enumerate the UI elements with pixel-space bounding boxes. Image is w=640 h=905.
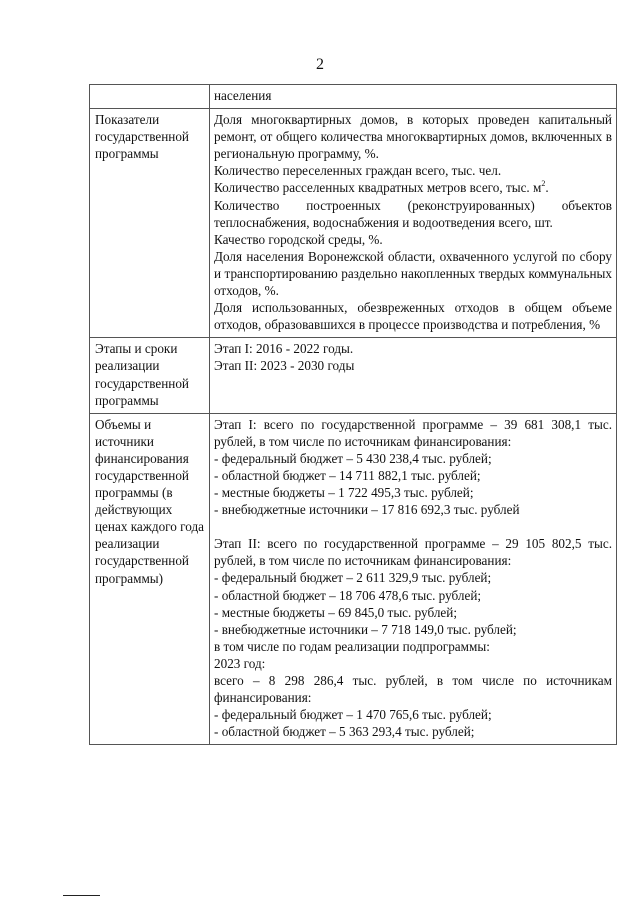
- indicator-item: Доля использованных, обезвреженных отходов в общем объеме отходов, образовавшихся в процессе производства и потребления, %: [214, 300, 612, 333]
- row-label-indicators: Показатели государственной программы: [90, 109, 210, 338]
- table-row-stages: [90, 338, 617, 413]
- table-row-funding: [90, 413, 617, 745]
- continuation-text: населения: [214, 88, 272, 103]
- funding-line: - внебюджетные источники – 7 718 149,0 тыс. рублей;: [214, 621, 517, 637]
- indicator-superscript: 2: [541, 179, 546, 189]
- row-label-stages: Этапы и сроки реализации государственной программы: [90, 338, 210, 413]
- indicator-item: Качество городской среды, %.: [214, 231, 383, 247]
- program-passport-table: [89, 84, 617, 745]
- funding-line: - местные бюджеты – 69 845,0 тыс. рублей;: [214, 604, 458, 620]
- funding-line: - местные бюджеты – 1 722 495,3 тыс. рублей;: [214, 485, 474, 501]
- funding-year-total: всего – 8 298 286,4 тыс. рублей, в том числе по источникам финансирования:: [214, 673, 612, 706]
- funding-stage1-total: Этап I: всего по государственной программе – 39 681 308,1 тыс. рублей, в том числе по источникам финансирования:: [214, 416, 612, 449]
- row-content-continuation: [210, 85, 617, 109]
- funding-line: - областной бюджет – 5 363 293,4 тыс. рублей;: [214, 724, 475, 740]
- indicator-item: Количество построенных (реконструированных) объектов теплоснабжения, водоснабжения и водоотведения всего, шт.: [214, 197, 612, 230]
- funding-line: - федеральный бюджет – 2 611 329,9 тыс. рублей;: [214, 570, 492, 586]
- funding-line: - областной бюджет – 18 706 478,6 тыс. рублей;: [214, 587, 482, 603]
- row-label-empty: [90, 85, 210, 109]
- table-row-continuation: [90, 85, 617, 109]
- funding-line: - федеральный бюджет – 1 470 765,6 тыс. рублей;: [214, 707, 492, 723]
- funding-line: - внебюджетные источники – 17 816 692,3 тыс. рублей: [214, 502, 520, 518]
- funding-stage2-total: Этап II: всего по государственной программе – 29 105 802,5 тыс. рублей, в том числе по источникам финансирования:: [214, 536, 612, 569]
- row-content-stages: [210, 338, 617, 413]
- paragraph-gap: [214, 518, 612, 535]
- table-row-indicators: [90, 109, 617, 338]
- indicator-item-text: Количество расселенных квадратных метров всего, тыс. м: [214, 180, 542, 196]
- stage-two-text: Этап II: 2023 - 2030 годы: [214, 358, 355, 374]
- indicator-item: Доля многоквартирных домов, в которых проведен капитальный ремонт, от общего количества многоквартирных домов, включенных в региональную программу, %.: [214, 112, 612, 162]
- row-content-indicators: [210, 109, 617, 338]
- row-content-funding: [210, 413, 617, 745]
- row-label-funding: Объемы и источники финансирования государственной программы (в действующих ценах каждого года реализации государственной программы): [90, 413, 210, 745]
- funding-by-year-intro: в том числе по годам реализации подпрограммы:: [214, 638, 490, 654]
- funding-line: - федеральный бюджет – 5 430 238,4 тыс. рублей;: [214, 450, 492, 466]
- indicator-item-square-meters: [214, 179, 612, 196]
- indicator-period: .: [545, 180, 549, 196]
- indicator-item: Доля населения Воронежской области, охваченного услугой по сбору и транспортированию раздельно накопленных твердых коммунальных отходов, %.: [214, 248, 612, 299]
- page-number: 2: [316, 56, 324, 73]
- funding-year-heading: 2023 год:: [214, 655, 266, 671]
- funding-line: - областной бюджет – 14 711 882,1 тыс. рублей;: [214, 467, 481, 483]
- indicator-item: Количество переселенных граждан всего, тыс. чел.: [214, 163, 502, 179]
- stage-one-text: Этап I: 2016 - 2022 годы.: [214, 341, 354, 357]
- footnote-separator-line: [63, 895, 100, 896]
